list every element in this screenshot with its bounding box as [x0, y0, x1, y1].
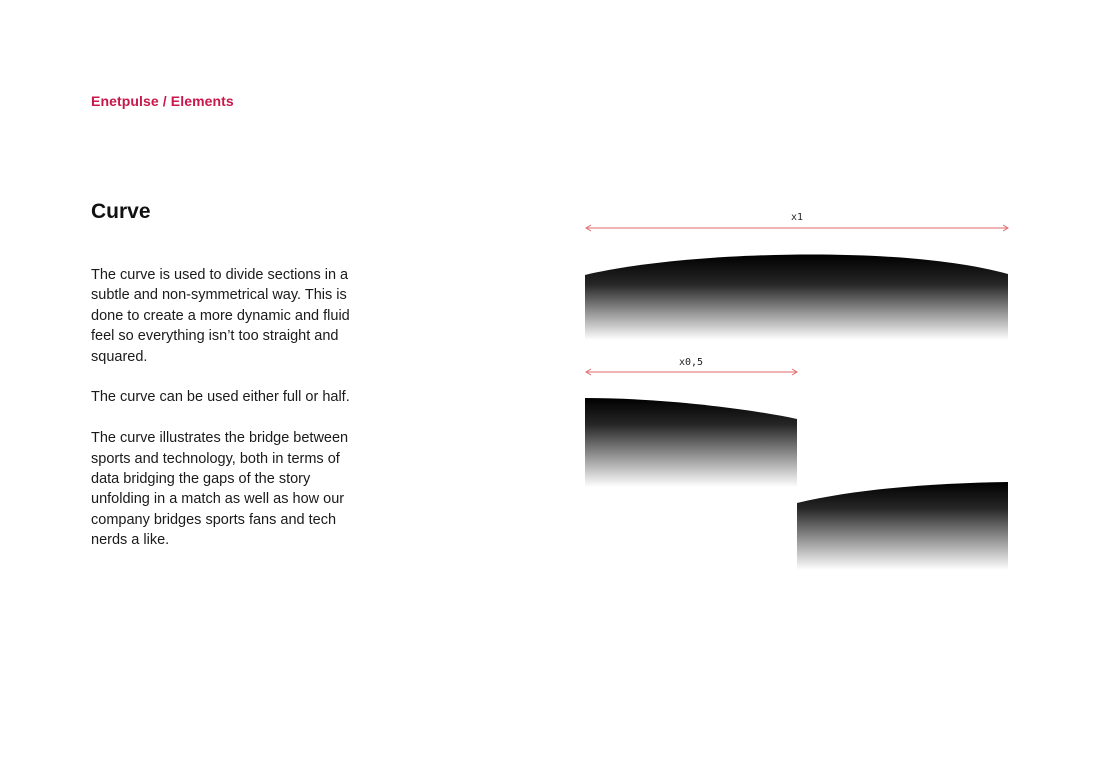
paragraph-usage: The curve can be used either full or half.	[91, 389, 350, 406]
paragraph-intro: The curve is used to divide sections in a subtle and non-symmetrical way. This is done to create a more dynamic and fluid feel so everything isn’t too straight and squared.	[91, 267, 350, 365]
half-curve-left-shape	[585, 398, 797, 487]
dimension-label-full: x1	[790, 212, 804, 223]
dimension-line-half	[586, 369, 797, 375]
dimension-label-half: x0,5	[678, 357, 704, 368]
paragraph-meaning: The curve illustrates the bridge between sports and technology, both in terms of data bridging the gaps of the story unfolding in a match as well as how our company bridges sports fans and tech nerds a like.	[91, 430, 349, 549]
page-title: Curve	[91, 200, 151, 223]
half-curve-right-shape	[797, 482, 1008, 570]
full-curve-shape	[585, 254, 1008, 340]
dimension-line-full	[586, 225, 1008, 231]
breadcrumb: Enetpulse / Elements	[91, 93, 234, 109]
